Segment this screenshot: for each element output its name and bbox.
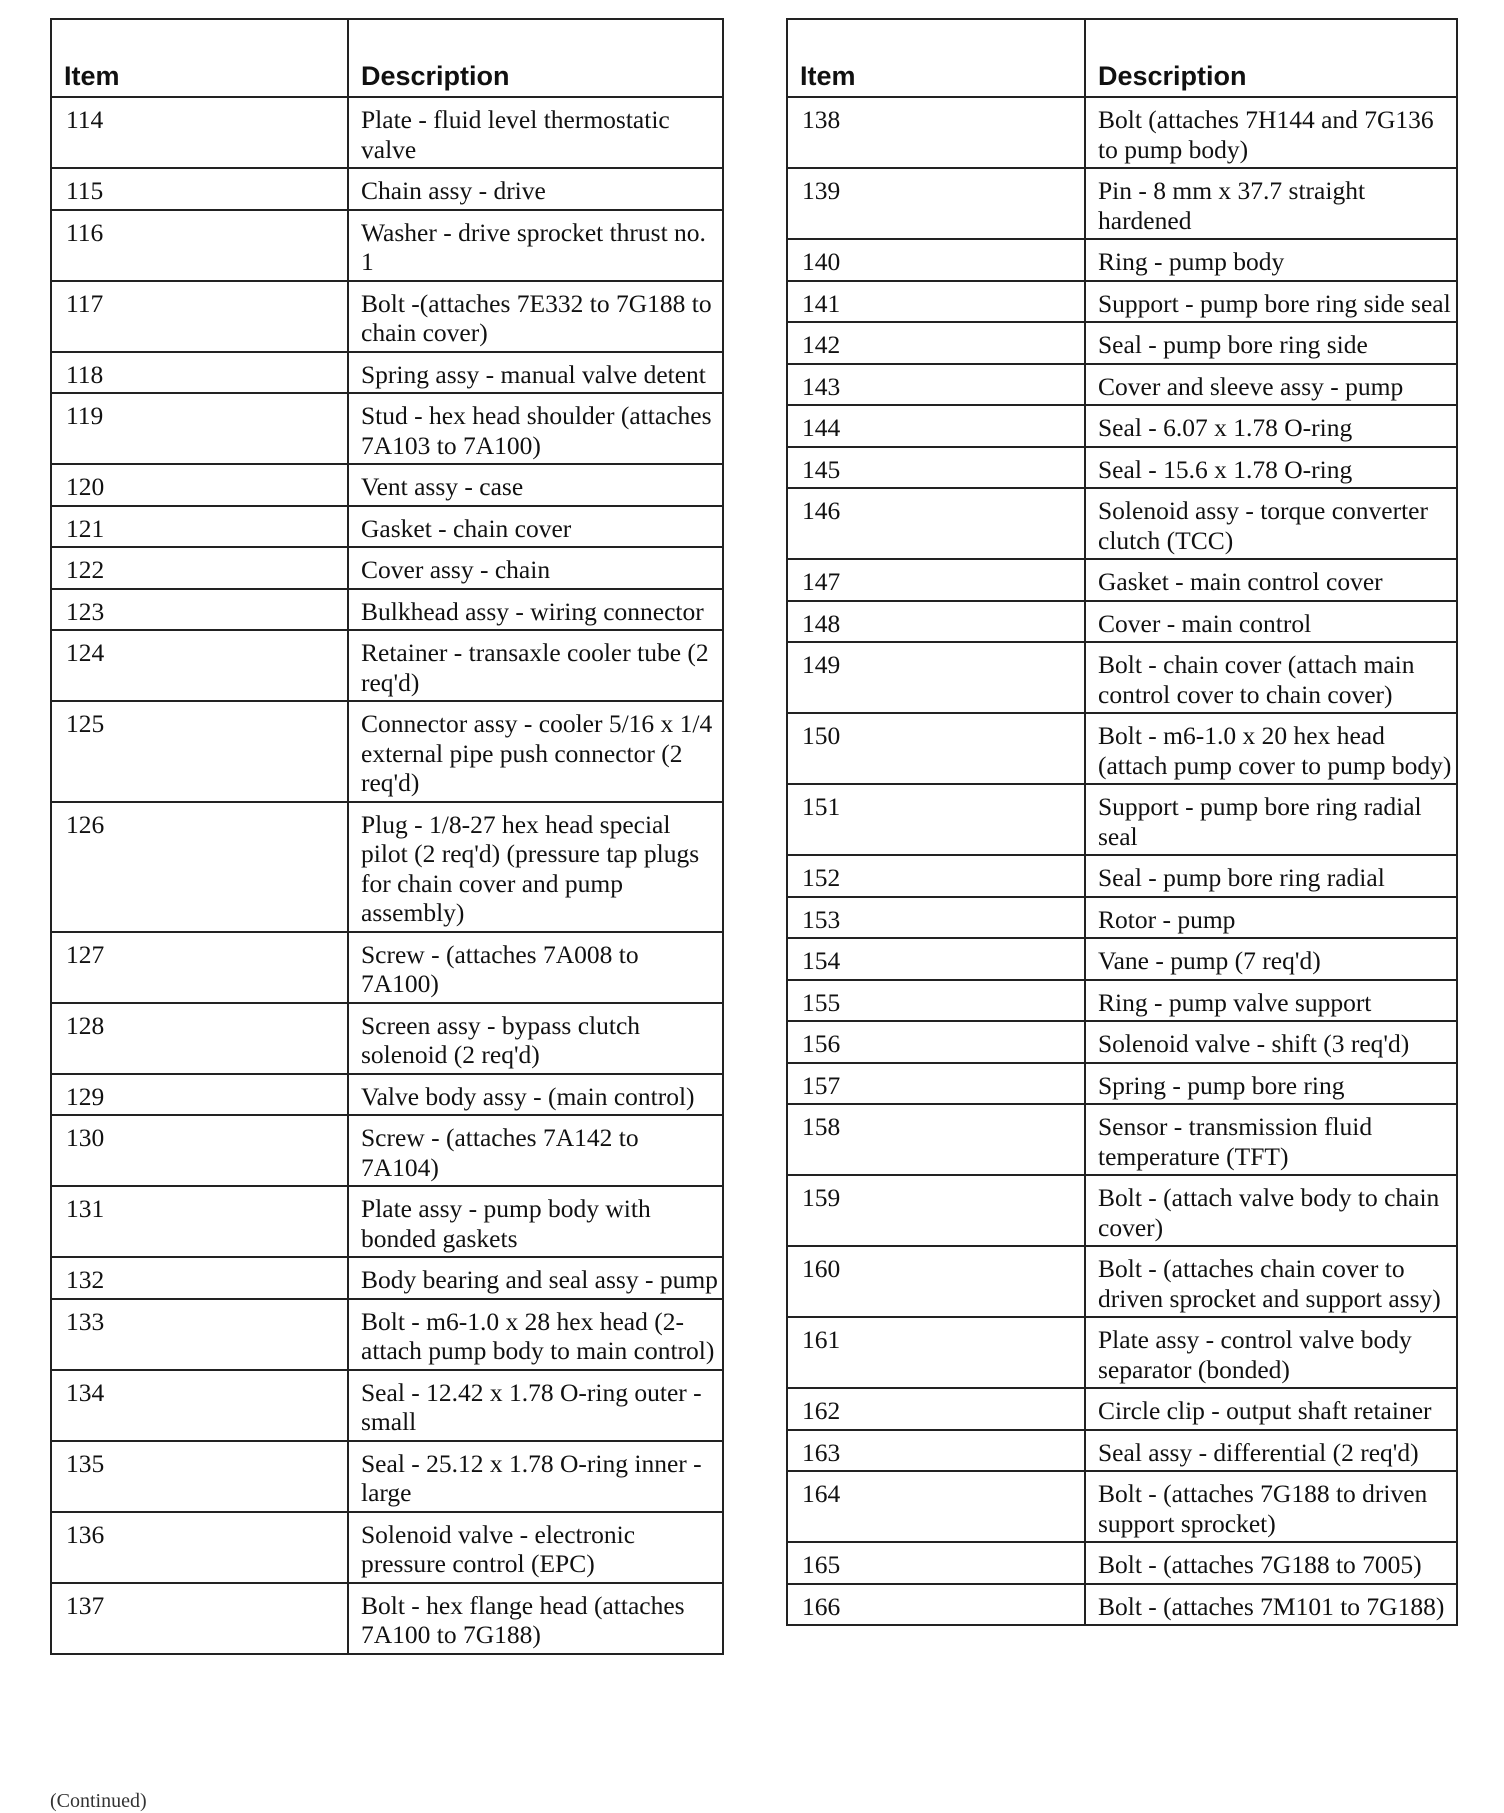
table-header-row: [787, 19, 1457, 97]
item-description: Bolt - (attaches chain cover to driven sprocket and support assy): [1085, 1246, 1457, 1317]
item-number: 135: [51, 1441, 348, 1512]
table-header-row: [51, 19, 723, 97]
table-row: [787, 1584, 1457, 1626]
table-row: [51, 1370, 723, 1441]
item-number: 123: [51, 589, 348, 631]
item-number: 160: [787, 1246, 1085, 1317]
item-number: 147: [787, 559, 1085, 601]
item-number: 133: [51, 1299, 348, 1370]
item-column-header: Item: [51, 19, 348, 97]
table-row: [787, 1063, 1457, 1105]
item-number: 118: [51, 352, 348, 394]
item-number: 159: [787, 1175, 1085, 1246]
parts-table-right: [786, 18, 1458, 1626]
table-row: [787, 405, 1457, 447]
table-row: [787, 488, 1457, 559]
table-row: [787, 97, 1457, 168]
table-row: [51, 1583, 723, 1654]
item-description: Bolt - m6-1.0 x 20 hex head (attach pump cover to pump body): [1085, 713, 1457, 784]
description-column-header: Description: [1085, 19, 1457, 97]
item-number: 163: [787, 1430, 1085, 1472]
item-description: Rotor - pump: [1085, 897, 1457, 939]
item-description: Vent assy - case: [348, 464, 723, 506]
item-number: 130: [51, 1115, 348, 1186]
parts-table-left-body: [51, 97, 723, 1654]
item-number: 134: [51, 1370, 348, 1441]
item-description: Vane - pump (7 req'd): [1085, 938, 1457, 980]
item-description: Body bearing and seal assy - pump: [348, 1257, 723, 1299]
item-description: Plate - fluid level thermostatic valve: [348, 97, 723, 168]
table-row: [51, 464, 723, 506]
item-description: Screen assy - bypass clutch solenoid (2 req'd): [348, 1003, 723, 1074]
item-description: Connector assy - cooler 5/16 x 1/4 external pipe push connector (2 req'd): [348, 701, 723, 802]
item-number: 161: [787, 1317, 1085, 1388]
item-description: Bolt (attaches 7H144 and 7G136 to pump body): [1085, 97, 1457, 168]
table-row: [787, 938, 1457, 980]
item-description: Sensor - transmission fluid temperature (TFT): [1085, 1104, 1457, 1175]
table-row: [787, 1471, 1457, 1542]
item-number: 114: [51, 97, 348, 168]
table-row: [51, 1115, 723, 1186]
table-row: [787, 1021, 1457, 1063]
item-description: Spring assy - manual valve detent: [348, 352, 723, 394]
table-row: [787, 601, 1457, 643]
item-number: 154: [787, 938, 1085, 980]
item-description: Cover - main control: [1085, 601, 1457, 643]
item-number: 142: [787, 322, 1085, 364]
item-description: Washer - drive sprocket thrust no. 1: [348, 210, 723, 281]
table-row: [51, 1512, 723, 1583]
item-number: 166: [787, 1584, 1085, 1626]
table-row: [787, 642, 1457, 713]
table-row: [787, 168, 1457, 239]
item-number: 125: [51, 701, 348, 802]
table-row: [51, 589, 723, 631]
item-number: 156: [787, 1021, 1085, 1063]
item-description: Chain assy - drive: [348, 168, 723, 210]
item-number: 158: [787, 1104, 1085, 1175]
parts-table-left: [50, 18, 724, 1655]
item-description: Support - pump bore ring side seal: [1085, 281, 1457, 323]
item-number: 137: [51, 1583, 348, 1654]
table-row: [787, 1388, 1457, 1430]
table-row: [51, 630, 723, 701]
item-number: 145: [787, 447, 1085, 489]
table-row: [51, 168, 723, 210]
item-number: 117: [51, 281, 348, 352]
table-row: [51, 281, 723, 352]
table-row: [51, 1257, 723, 1299]
table-row: [787, 1542, 1457, 1584]
item-number: 165: [787, 1542, 1085, 1584]
table-row: [51, 1299, 723, 1370]
table-row: [51, 210, 723, 281]
item-number: 121: [51, 506, 348, 548]
continued-note: (Continued): [50, 1790, 147, 1812]
table-row: [787, 239, 1457, 281]
table-row: [51, 1186, 723, 1257]
table-row: [787, 1246, 1457, 1317]
item-number: 128: [51, 1003, 348, 1074]
table-row: [51, 393, 723, 464]
item-column-header: Item: [787, 19, 1085, 97]
table-row: [787, 855, 1457, 897]
item-description: Stud - hex head shoulder (attaches 7A103 to 7A100): [348, 393, 723, 464]
table-row: [51, 802, 723, 932]
item-description: Bolt - chain cover (attach main control cover to chain cover): [1085, 642, 1457, 713]
item-number: 126: [51, 802, 348, 932]
table-row: [51, 701, 723, 802]
item-number: 136: [51, 1512, 348, 1583]
table-row: [787, 322, 1457, 364]
item-description: Bolt - (attaches 7M101 to 7G188): [1085, 1584, 1457, 1626]
item-description: Cover assy - chain: [348, 547, 723, 589]
item-number: 138: [787, 97, 1085, 168]
item-number: 131: [51, 1186, 348, 1257]
item-description: Bolt - (attach valve body to chain cover): [1085, 1175, 1457, 1246]
table-row: [787, 559, 1457, 601]
item-description: Circle clip - output shaft retainer: [1085, 1388, 1457, 1430]
item-description: Pin - 8 mm x 37.7 straight hardened: [1085, 168, 1457, 239]
parts-table-right-body: [787, 97, 1457, 1625]
table-row: [787, 980, 1457, 1022]
table-row: [787, 784, 1457, 855]
item-description: Plug - 1/8-27 hex head special pilot (2 req'd) (pressure tap plugs for chain cover and pump assembly): [348, 802, 723, 932]
item-number: 164: [787, 1471, 1085, 1542]
table-row: [51, 547, 723, 589]
table-row: [51, 1441, 723, 1512]
item-description: Screw - (attaches 7A008 to 7A100): [348, 932, 723, 1003]
table-row: [51, 506, 723, 548]
item-number: 124: [51, 630, 348, 701]
table-row: [787, 364, 1457, 406]
item-number: 152: [787, 855, 1085, 897]
item-number: 162: [787, 1388, 1085, 1430]
item-number: 127: [51, 932, 348, 1003]
table-row: [787, 281, 1457, 323]
item-number: 150: [787, 713, 1085, 784]
item-description: Screw - (attaches 7A142 to 7A104): [348, 1115, 723, 1186]
table-row: [787, 1175, 1457, 1246]
item-description: Solenoid assy - torque converter clutch (TCC): [1085, 488, 1457, 559]
table-row: [787, 1104, 1457, 1175]
item-description: Solenoid valve - shift (3 req'd): [1085, 1021, 1457, 1063]
item-number: 139: [787, 168, 1085, 239]
item-description: Gasket - main control cover: [1085, 559, 1457, 601]
table-row: [787, 1430, 1457, 1472]
item-number: 149: [787, 642, 1085, 713]
item-description: Bulkhead assy - wiring connector: [348, 589, 723, 631]
item-number: 143: [787, 364, 1085, 406]
item-description: Seal - pump bore ring side: [1085, 322, 1457, 364]
item-number: 132: [51, 1257, 348, 1299]
item-number: 120: [51, 464, 348, 506]
item-description: Support - pump bore ring radial seal: [1085, 784, 1457, 855]
item-description: Spring - pump bore ring: [1085, 1063, 1457, 1105]
item-number: 140: [787, 239, 1085, 281]
item-description: Bolt - hex flange head (attaches 7A100 to 7G188): [348, 1583, 723, 1654]
item-description: Seal - pump bore ring radial: [1085, 855, 1457, 897]
item-number: 141: [787, 281, 1085, 323]
item-description: Ring - pump valve support: [1085, 980, 1457, 1022]
table-row: [51, 1003, 723, 1074]
table-row: [51, 352, 723, 394]
item-description: Bolt - (attaches 7G188 to driven support sprocket): [1085, 1471, 1457, 1542]
item-description: Cover and sleeve assy - pump: [1085, 364, 1457, 406]
item-description: Plate assy - control valve body separator (bonded): [1085, 1317, 1457, 1388]
item-number: 153: [787, 897, 1085, 939]
item-description: Seal - 12.42 x 1.78 O-ring outer - small: [348, 1370, 723, 1441]
item-description: Seal - 6.07 x 1.78 O-ring: [1085, 405, 1457, 447]
item-description: Ring - pump body: [1085, 239, 1457, 281]
description-column-header: Description: [348, 19, 723, 97]
item-number: 116: [51, 210, 348, 281]
item-description: Gasket - chain cover: [348, 506, 723, 548]
table-row: [787, 1317, 1457, 1388]
item-number: 148: [787, 601, 1085, 643]
table-row: [787, 447, 1457, 489]
table-row: [51, 1074, 723, 1116]
item-description: Bolt -(attaches 7E332 to 7G188 to chain cover): [348, 281, 723, 352]
item-number: 146: [787, 488, 1085, 559]
item-description: Solenoid valve - electronic pressure control (EPC): [348, 1512, 723, 1583]
item-number: 119: [51, 393, 348, 464]
item-number: 115: [51, 168, 348, 210]
table-row: [787, 713, 1457, 784]
item-description: Seal - 25.12 x 1.78 O-ring inner - large: [348, 1441, 723, 1512]
item-number: 122: [51, 547, 348, 589]
table-row: [51, 932, 723, 1003]
item-description: Retainer - transaxle cooler tube (2 req'd): [348, 630, 723, 701]
item-description: Seal - 15.6 x 1.78 O-ring: [1085, 447, 1457, 489]
item-number: 155: [787, 980, 1085, 1022]
item-description: Bolt - m6-1.0 x 28 hex head (2-attach pump body to main control): [348, 1299, 723, 1370]
item-description: Valve body assy - (main control): [348, 1074, 723, 1116]
table-row: [787, 897, 1457, 939]
item-number: 151: [787, 784, 1085, 855]
item-number: 144: [787, 405, 1085, 447]
item-description: Bolt - (attaches 7G188 to 7005): [1085, 1542, 1457, 1584]
table-row: [51, 97, 723, 168]
item-description: Seal assy - differential (2 req'd): [1085, 1430, 1457, 1472]
item-number: 129: [51, 1074, 348, 1116]
item-number: 157: [787, 1063, 1085, 1105]
item-description: Plate assy - pump body with bonded gaskets: [348, 1186, 723, 1257]
